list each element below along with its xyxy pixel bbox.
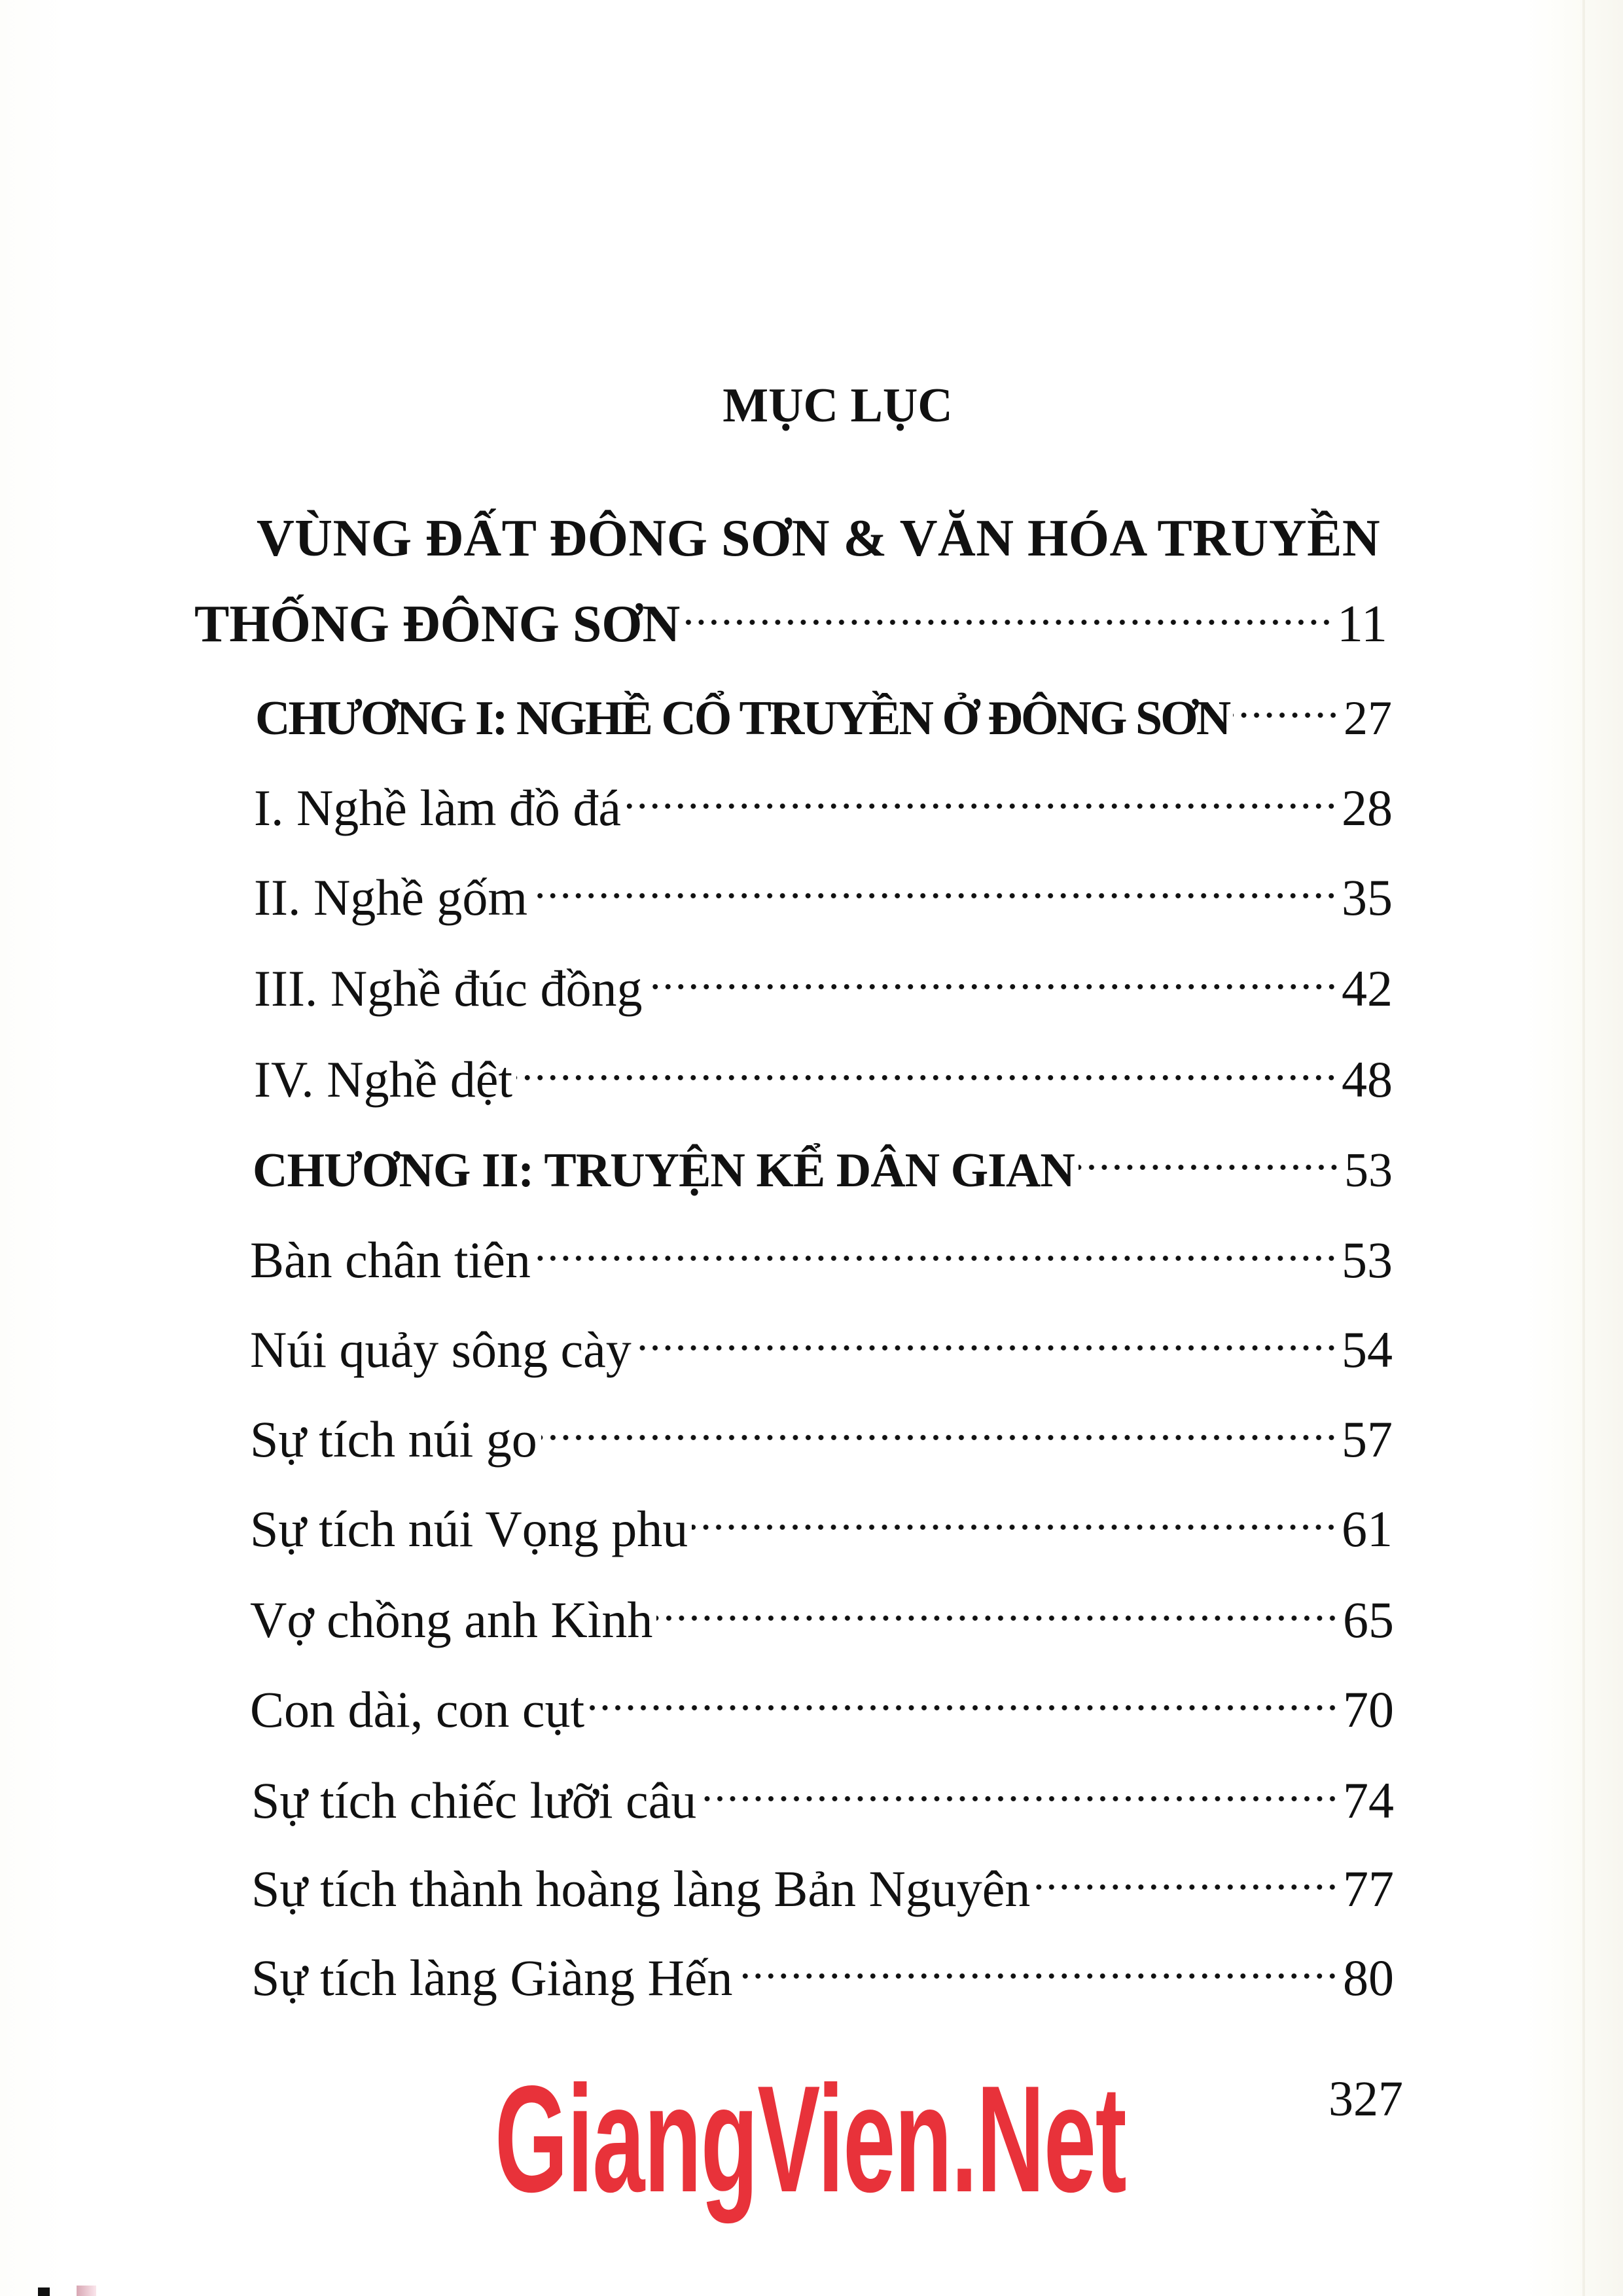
toc-entry-label: CHƯƠNG II: TRUYỆN KỂ DÂN GIAN — [253, 1144, 1075, 1197]
dot-leader — [535, 1212, 1338, 1277]
toc-entry-page: 48 — [1342, 1051, 1393, 1108]
dot-leader — [541, 1391, 1338, 1457]
toc-entry-label: Sự tích núi Vọng phu — [250, 1500, 688, 1557]
toc-entry-section[interactable] — [251, 1841, 1394, 1917]
dot-leader — [656, 1572, 1339, 1637]
toc-entry-label: Núi quảy sông cày — [250, 1321, 632, 1378]
toc-entry-section[interactable] — [251, 1930, 1394, 2006]
toc-entry-section[interactable] — [250, 1212, 1393, 1288]
dot-leader — [625, 760, 1338, 825]
toc-entry-page: 57 — [1342, 1411, 1393, 1468]
toc-entry-section[interactable] — [251, 1752, 1394, 1829]
dot-leader — [736, 1930, 1339, 1995]
toc-entry-label: IV. Nghề dệt — [254, 1051, 512, 1108]
page-title: MỤC LỤC — [722, 379, 953, 433]
page-number: 327 — [1329, 2072, 1403, 2127]
toc-entry-page: 77 — [1343, 1860, 1394, 1917]
toc-entry-label: Con dài, con cụt — [250, 1681, 585, 1738]
toc-entry-page: 54 — [1342, 1321, 1393, 1378]
toc-entry-part[interactable] — [194, 576, 1387, 653]
toc-entry-label: II. Nghề gốm — [254, 869, 528, 926]
toc-entry-label: Sự tích làng Giàng Hến — [251, 1949, 733, 2006]
toc-entry-page: 74 — [1343, 1772, 1394, 1829]
toc-entry-section[interactable] — [250, 1481, 1393, 1557]
toc-entry-page: 11 — [1336, 595, 1387, 653]
toc-entry-page: 80 — [1343, 1949, 1394, 2006]
dot-leader — [516, 1031, 1338, 1097]
dot-leader — [1034, 1841, 1339, 1906]
dot-leader — [647, 940, 1338, 1006]
toc-entry-section[interactable] — [254, 760, 1393, 836]
dot-leader — [700, 1752, 1339, 1818]
toc-entry-page: 28 — [1342, 779, 1393, 836]
dot-leader — [1233, 669, 1340, 734]
toc-entry-page: 42 — [1342, 960, 1393, 1017]
toc-entry-label: Bàn chân tiên — [250, 1231, 531, 1288]
toc-entry-section[interactable] — [254, 849, 1393, 926]
scan-artifact — [77, 2286, 96, 2296]
toc-entry-chapter[interactable] — [255, 669, 1392, 745]
toc-entry-label: Sự tích chiếc lưỡi câu — [251, 1772, 697, 1829]
page-edge-shadow — [1582, 0, 1585, 2296]
toc-entry-section[interactable] — [254, 1031, 1393, 1108]
dot-leader — [692, 1481, 1338, 1546]
toc-entry-section[interactable] — [250, 1572, 1394, 1648]
dot-leader — [684, 576, 1333, 641]
dot-leader — [1079, 1121, 1340, 1186]
toc-entry-section[interactable] — [250, 1301, 1393, 1378]
dot-leader — [588, 1661, 1339, 1727]
part-title-line-1: VÙNG ĐẤT ĐÔNG SƠN & VĂN HÓA TRUYỀN — [257, 510, 1381, 567]
toc-entry-page: 70 — [1343, 1681, 1394, 1738]
dot-leader — [531, 849, 1338, 915]
toc-entry-section[interactable] — [250, 1661, 1394, 1738]
toc-entry-label: Sự tích núi go — [250, 1411, 537, 1468]
scan-artifact — [38, 2287, 50, 2296]
toc-entry-page: 53 — [1342, 1231, 1393, 1288]
toc-entry-label: THỐNG ĐÔNG SƠN — [194, 595, 681, 653]
toc-entry-page: 35 — [1342, 869, 1393, 926]
toc-entry-page: 53 — [1344, 1144, 1393, 1197]
toc-entry-section[interactable] — [254, 940, 1393, 1017]
watermark-logo: GiangVien.Net — [495, 2055, 1126, 2224]
toc-entry-label: III. Nghề đúc đồng — [254, 960, 643, 1017]
toc-entry-chapter[interactable] — [253, 1121, 1393, 1197]
toc-entry-section[interactable] — [250, 1391, 1393, 1468]
toc-entry-label: Sự tích thành hoàng làng Bản Nguyên — [251, 1860, 1031, 1917]
toc-entry-label: CHƯƠNG I: NGHỀ CỔ TRUYỀN Ở ĐÔNG SƠN — [255, 692, 1230, 745]
toc-entry-page: 27 — [1344, 692, 1392, 745]
toc-entry-page: 65 — [1343, 1591, 1394, 1648]
toc-entry-label: Vợ chồng anh Kình — [250, 1591, 653, 1648]
dot-leader — [635, 1301, 1338, 1367]
toc-entry-label: I. Nghề làm đồ đá — [254, 779, 622, 836]
toc-entry-page: 61 — [1342, 1500, 1393, 1557]
